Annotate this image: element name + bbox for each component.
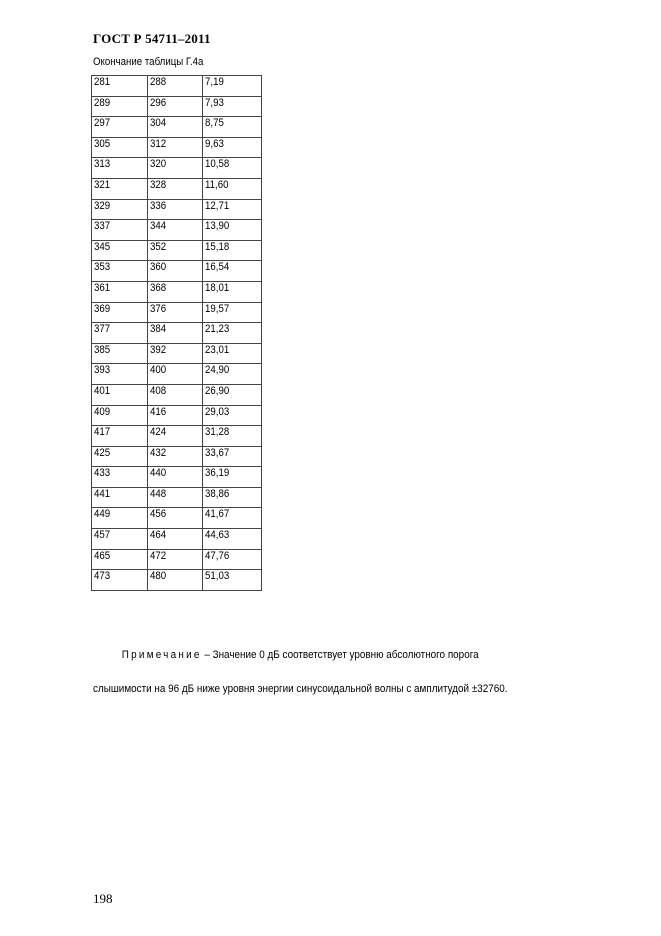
cell-value: 296 <box>150 96 167 109</box>
note-line-1 <box>93 639 570 671</box>
table-row <box>92 261 262 282</box>
table-cell <box>148 446 203 467</box>
cell-value: 305 <box>94 137 111 150</box>
cell-value: 480 <box>150 570 167 583</box>
table-cell <box>148 281 203 302</box>
table-row <box>92 508 262 529</box>
cell-value: 361 <box>94 281 111 294</box>
table-row <box>92 549 262 570</box>
cell-value: 392 <box>150 343 167 356</box>
cell-value: 29,03 <box>205 405 230 418</box>
table-cell <box>203 137 262 158</box>
table-row <box>92 220 262 241</box>
table-cell <box>148 261 203 282</box>
cell-value: 51,03 <box>205 570 230 583</box>
table-cell <box>203 302 262 323</box>
note-text-1: – Значение 0 дБ соответствует уровню абсолютного порога <box>201 649 479 661</box>
cell-value: 424 <box>150 426 167 439</box>
table-cell <box>148 570 203 591</box>
table-cell <box>203 508 262 529</box>
cell-value: 401 <box>94 384 111 397</box>
table-cell <box>148 323 203 344</box>
table-cell <box>92 158 148 179</box>
cell-value: 457 <box>94 529 111 542</box>
table-row <box>92 158 262 179</box>
note-label: Примечание <box>121 649 202 661</box>
cell-value: 7,93 <box>205 96 224 109</box>
table-cell <box>148 549 203 570</box>
table-cell <box>203 240 262 261</box>
table-cell <box>148 467 203 488</box>
table-cell <box>148 302 203 323</box>
table-cell <box>203 467 262 488</box>
table-cell <box>92 426 148 447</box>
cell-value: 336 <box>150 199 167 212</box>
cell-value: 23,01 <box>205 343 230 356</box>
table-cell <box>92 220 148 241</box>
table-cell <box>203 199 262 220</box>
table-row <box>92 137 262 158</box>
table-cell <box>203 76 262 97</box>
table-cell <box>92 199 148 220</box>
table-cell <box>92 117 148 138</box>
cell-value: 440 <box>150 467 167 480</box>
cell-value: 41,67 <box>205 508 230 521</box>
cell-value: 449 <box>94 508 111 521</box>
table-cell <box>148 137 203 158</box>
cell-value: 384 <box>150 323 167 336</box>
cell-value: 376 <box>150 302 167 315</box>
cell-value: 337 <box>94 220 111 233</box>
table-cell <box>92 529 148 550</box>
table-row <box>92 302 262 323</box>
cell-value: 7,19 <box>205 76 224 88</box>
cell-value: 369 <box>94 302 111 315</box>
cell-value: 36,19 <box>205 467 230 480</box>
table-cell <box>203 549 262 570</box>
cell-value: 385 <box>94 343 111 356</box>
cell-value: 465 <box>94 549 111 562</box>
cell-value: 44,63 <box>205 529 230 542</box>
cell-value: 473 <box>94 570 111 583</box>
cell-value: 377 <box>94 323 111 336</box>
cell-value: 297 <box>94 117 111 130</box>
note-text-2: слышимости на 96 дБ ниже уровня энергии синусоидальной волны с амплитудой ±32760. <box>93 683 508 695</box>
table-row <box>92 570 262 591</box>
table-cell <box>92 508 148 529</box>
table-cell <box>203 117 262 138</box>
table-cell <box>92 281 148 302</box>
cell-value: 16,54 <box>205 261 230 274</box>
table-cell <box>92 137 148 158</box>
table-cell <box>203 529 262 550</box>
cell-value: 47,76 <box>205 549 230 562</box>
table-cell <box>148 117 203 138</box>
table-row <box>92 281 262 302</box>
table-cell <box>92 178 148 199</box>
cell-value: 416 <box>150 405 167 418</box>
cell-value: 38,86 <box>205 487 230 500</box>
cell-value: 281 <box>94 76 111 88</box>
table-cell <box>92 364 148 385</box>
table-cell <box>92 323 148 344</box>
table-cell <box>92 240 148 261</box>
table-row <box>92 343 262 364</box>
table-cell <box>92 302 148 323</box>
cell-value: 289 <box>94 96 111 109</box>
table-cell <box>148 178 203 199</box>
cell-value: 329 <box>94 199 111 212</box>
table-cell <box>203 281 262 302</box>
page-number: 198 <box>93 891 113 906</box>
table-cell <box>148 426 203 447</box>
table-row <box>92 323 262 344</box>
table-cell <box>92 261 148 282</box>
cell-value: 26,90 <box>205 384 230 397</box>
cell-value: 400 <box>150 364 167 377</box>
cell-value: 393 <box>94 364 111 377</box>
table-cell <box>203 323 262 344</box>
table-row <box>92 240 262 261</box>
table-cell <box>92 570 148 591</box>
table-cell <box>148 240 203 261</box>
cell-value: 11,60 <box>205 178 229 191</box>
note-block <box>93 639 623 705</box>
table-row <box>92 364 262 385</box>
table-row <box>92 426 262 447</box>
cell-value: 441 <box>94 487 111 500</box>
table-cell <box>203 487 262 508</box>
table-cell <box>92 487 148 508</box>
table-row <box>92 487 262 508</box>
table-row <box>92 529 262 550</box>
table-cell <box>148 364 203 385</box>
table-row <box>92 199 262 220</box>
table-cell <box>203 405 262 426</box>
table-row <box>92 96 262 117</box>
cell-value: 304 <box>150 117 167 130</box>
table-cell <box>148 529 203 550</box>
table-cell <box>148 487 203 508</box>
table-cell <box>203 178 262 199</box>
cell-value: 31,28 <box>205 426 230 439</box>
cell-value: 344 <box>150 220 167 233</box>
cell-value: 360 <box>150 261 167 274</box>
cell-value: 18,01 <box>205 281 230 294</box>
table-cell <box>92 446 148 467</box>
cell-value: 433 <box>94 467 111 480</box>
table-row <box>92 117 262 138</box>
table-cell <box>148 405 203 426</box>
cell-value: 408 <box>150 384 167 397</box>
table-cell <box>148 158 203 179</box>
table-cell <box>92 405 148 426</box>
cell-value: 19,57 <box>205 302 230 315</box>
table-cell <box>203 426 262 447</box>
cell-value: 8,75 <box>205 117 224 130</box>
table-row <box>92 76 262 97</box>
cell-value: 21,23 <box>205 323 230 336</box>
cell-value: 15,18 <box>205 240 230 253</box>
table-row <box>92 446 262 467</box>
table-row <box>92 178 262 199</box>
cell-value: 321 <box>94 178 111 191</box>
cell-value: 12,71 <box>205 199 230 212</box>
table-cell <box>92 343 148 364</box>
table-cell <box>148 384 203 405</box>
cell-value: 345 <box>94 240 111 253</box>
cell-value: 417 <box>94 426 111 439</box>
cell-value: 353 <box>94 261 111 274</box>
cell-value: 313 <box>94 158 111 171</box>
table-cell <box>203 220 262 241</box>
cell-value: 9,63 <box>205 137 224 150</box>
table-row <box>92 467 262 488</box>
cell-value: 312 <box>150 137 167 150</box>
table-cell <box>148 508 203 529</box>
table-body <box>92 76 262 591</box>
table-cell <box>203 343 262 364</box>
table-cell <box>203 261 262 282</box>
table-caption: Окончание таблицы Г.4а <box>93 56 204 68</box>
cell-value: 464 <box>150 529 167 542</box>
table-cell <box>203 158 262 179</box>
cell-value: 472 <box>150 549 167 562</box>
table-cell <box>203 446 262 467</box>
table-row <box>92 384 262 405</box>
cell-value: 13,90 <box>205 220 230 233</box>
cell-value: 10,58 <box>205 158 230 171</box>
table-cell <box>92 467 148 488</box>
table-cell <box>148 199 203 220</box>
cell-value: 368 <box>150 281 167 294</box>
cell-value: 432 <box>150 446 167 459</box>
table-cell <box>203 570 262 591</box>
table-cell <box>203 364 262 385</box>
table-cell <box>148 220 203 241</box>
table-cell <box>92 384 148 405</box>
table-cell <box>92 76 148 97</box>
cell-value: 456 <box>150 508 167 521</box>
table-cell <box>148 343 203 364</box>
table-cell <box>203 96 262 117</box>
cell-value: 425 <box>94 446 111 459</box>
document-header: ГОСТ Р 54711–2011 <box>93 31 211 46</box>
note-line-2 <box>93 673 570 705</box>
table-cell <box>148 76 203 97</box>
cell-value: 320 <box>150 158 167 171</box>
table-cell <box>203 384 262 405</box>
data-table <box>91 75 262 591</box>
table-row <box>92 405 262 426</box>
cell-value: 448 <box>150 487 167 500</box>
cell-value: 352 <box>150 240 167 253</box>
cell-value: 288 <box>150 76 167 88</box>
cell-value: 328 <box>150 178 167 191</box>
cell-value: 409 <box>94 405 111 418</box>
table-cell <box>92 96 148 117</box>
table-cell <box>92 549 148 570</box>
cell-value: 24,90 <box>205 364 230 377</box>
table-cell <box>148 96 203 117</box>
cell-value: 33,67 <box>205 446 230 459</box>
